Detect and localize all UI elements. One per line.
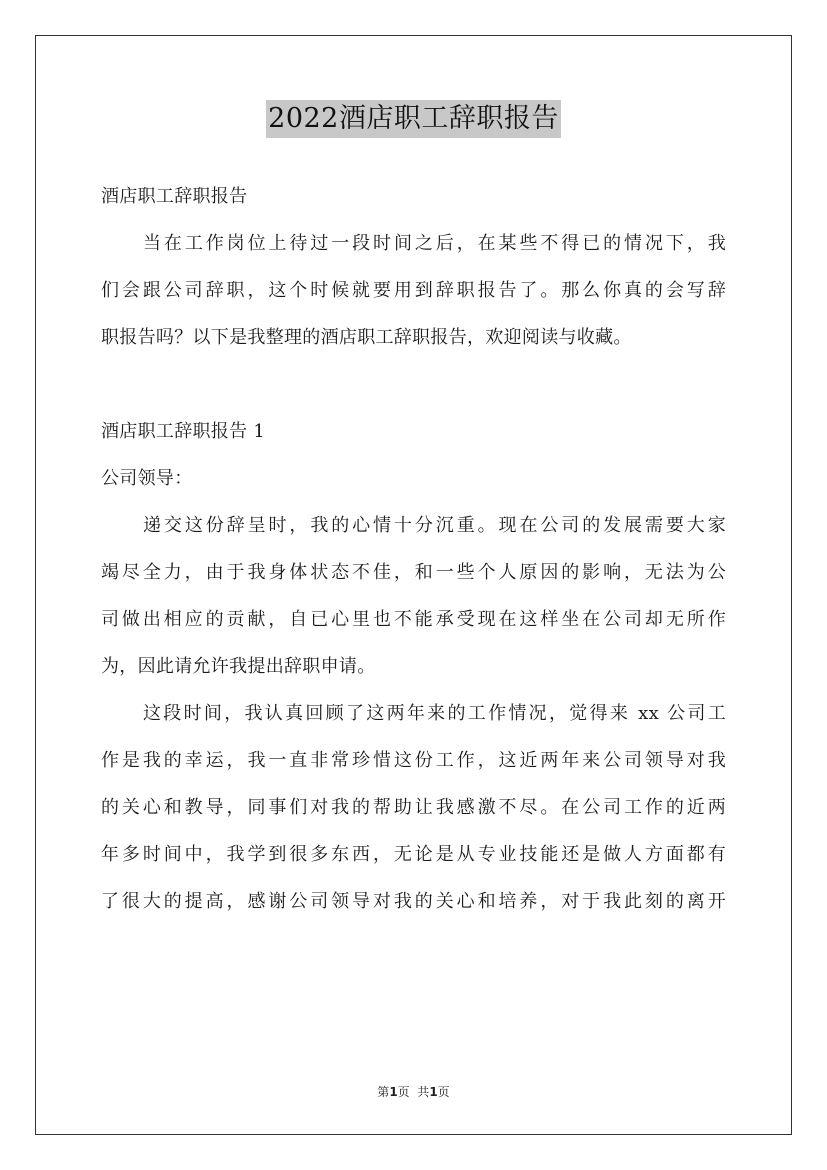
spacer [101, 361, 726, 408]
footer-page-suffix: 页 [437, 1085, 450, 1099]
page-footer [0, 1083, 827, 1100]
para2-line: 作是我的幸运，我一直非常珍惜这份工作，这近两年来公司领导对我 [101, 750, 726, 771]
salutation: 公司领导： [101, 468, 193, 489]
para2-line: 了很大的提高，感谢公司领导对我的关心和培养，对于我此刻的离开 [101, 891, 726, 912]
footer-page-mid: 页 共 [397, 1085, 430, 1099]
document-body [101, 173, 726, 925]
para1-line: 竭尽全力，由于我身体状态不佳，和一些个人原因的影响，无法为公 [101, 562, 726, 583]
document-title: 2022酒店职工辞职报告 [266, 100, 561, 138]
subtitle: 酒店职工辞职报告 [101, 186, 248, 207]
para1-line: 递交这份辞呈时，我的心情十分沉重。现在公司的发展需要大家 [143, 515, 726, 536]
footer-page-prefix: 第 [377, 1085, 390, 1099]
title-container [0, 100, 827, 138]
intro-line: 当在工作岗位上待过一段时间之后，在某些不得已的情况下，我 [143, 233, 726, 254]
intro-line: 职报告吗？以下是我整理的酒店职工辞职报告，欢迎阅读与收藏。 [101, 327, 632, 348]
section-heading: 酒店职工辞职报告 1 [101, 421, 266, 442]
para2-line: 的关心和教导，同事们对我的帮助让我感激不尽。在公司工作的近两 [101, 797, 726, 818]
para1-line: 为，因此请允许我提出辞职申请。 [101, 656, 376, 677]
para2-line: 年多时间中，我学到很多东西，无论是从专业技能还是做人方面都有 [101, 844, 726, 865]
footer-total-pages: 1 [429, 1085, 438, 1099]
footer-page-number: 1 [389, 1085, 398, 1099]
para1-line: 司做出相应的贡献，自已心里也不能承受现在这样坐在公司却无所作 [101, 609, 726, 630]
intro-line: 们会跟公司辞职，这个时候就要用到辞职报告了。那么你真的会写辞 [101, 280, 726, 301]
para2-line: 这段时间，我认真回顾了这两年来的工作情况，觉得来 xx 公司工 [143, 703, 726, 724]
